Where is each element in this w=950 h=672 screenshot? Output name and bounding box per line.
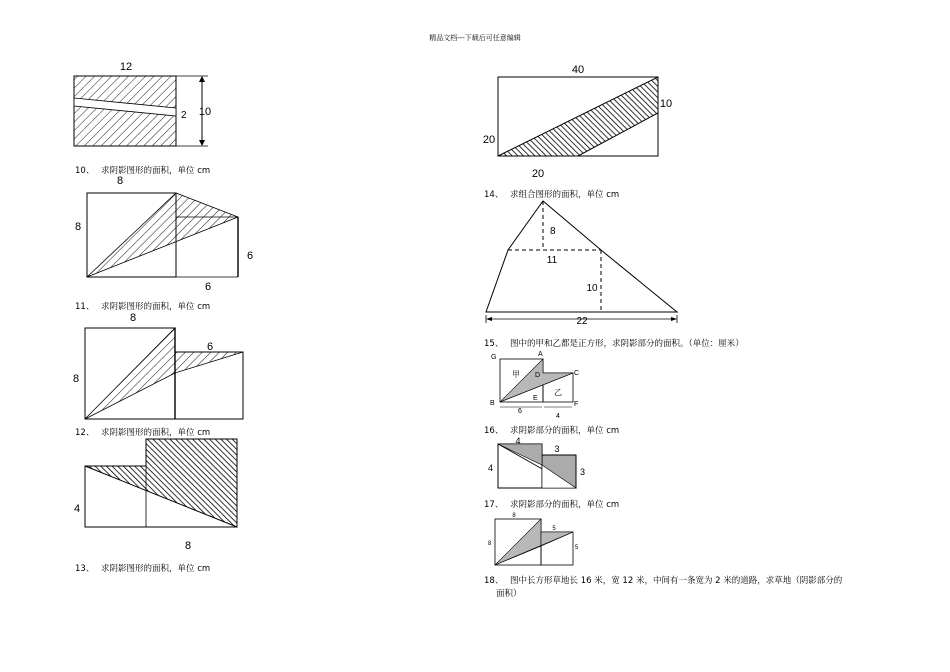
fig11-top-label: 8 bbox=[116, 175, 124, 187]
fig13-left-label: 4 bbox=[73, 503, 81, 515]
fig14b-base-label: 22 bbox=[576, 316, 588, 327]
fig14a-bottom-label: 20 bbox=[531, 168, 545, 180]
fig14a-left-label: 20 bbox=[482, 134, 496, 146]
fig14b-lower-label: 10 bbox=[586, 283, 598, 294]
fig15-label-C: C bbox=[574, 370, 580, 377]
fig15-label-G: G bbox=[491, 354, 497, 361]
fig17-right-label: 5 bbox=[575, 545, 579, 551]
figure-14b bbox=[480, 196, 690, 330]
fig15-label-E: E bbox=[533, 395, 538, 402]
fig15-label-F: F bbox=[574, 401, 579, 408]
figure-12 bbox=[68, 308, 258, 423]
fig11-right-label: 6 bbox=[246, 250, 254, 262]
fig14b-mid-label: 11 bbox=[546, 255, 558, 266]
fig11-left-label: 8 bbox=[74, 221, 82, 233]
fig15-label-A: A bbox=[538, 351, 543, 358]
figure-15 bbox=[486, 347, 586, 421]
fig12-right-label: 6 bbox=[206, 341, 214, 353]
page-header: 精品文档---下载后可任意编辑 bbox=[429, 34, 521, 42]
figure-11 bbox=[70, 172, 270, 297]
fig15-label-B: B bbox=[490, 400, 495, 407]
question-17: 17、 求阴影部分的面积，单位 cm bbox=[484, 500, 620, 510]
fig11-bottom-label: 6 bbox=[204, 281, 212, 293]
fig17-top-label: 8 bbox=[512, 513, 516, 519]
fig17-left-label: 8 bbox=[488, 541, 492, 547]
question-18: 18、 图中长方形草地长 16 米，宽 12 米，中间有一条宽为 2 米的道路，求草地（阴影部分的 bbox=[484, 576, 843, 586]
fig16-mid-label: 3 bbox=[554, 444, 560, 454]
fig17-mid-label: 5 bbox=[552, 526, 556, 532]
question-18-continued: 面积） bbox=[496, 589, 522, 599]
fig15-label-jia: 甲 bbox=[512, 370, 520, 379]
fig12-top-label: 8 bbox=[129, 312, 137, 324]
figure-10 bbox=[70, 58, 220, 158]
question-11: 11、 求阴影图形的面积，单位 cm bbox=[75, 302, 211, 312]
fig10-top-label: 12 bbox=[119, 61, 133, 73]
figure-14a bbox=[478, 60, 688, 182]
fig15-label-four: 4 bbox=[556, 413, 560, 420]
question-14: 14、 求组合图形的面积，单位 cm bbox=[484, 190, 620, 200]
fig12-left-label: 8 bbox=[72, 373, 80, 385]
fig15-label-yi: 乙 bbox=[554, 388, 562, 397]
figure-17 bbox=[484, 508, 584, 570]
question-13: 13、 求阴影图形的面积，单位 cm bbox=[75, 564, 211, 574]
question-10: 10、 求阴影图形的面积，单位 cm bbox=[75, 166, 211, 176]
figure-13 bbox=[70, 436, 250, 554]
question-15: 15、 图中的甲和乙都是正方形，求阴影部分的面积。（单位：厘米） bbox=[484, 339, 744, 349]
fig16-left-label: 4 bbox=[488, 463, 494, 473]
fig15-label-six: 6 bbox=[518, 408, 522, 415]
fig13-bottom-label: 8 bbox=[184, 540, 192, 552]
figure-16 bbox=[484, 435, 594, 493]
fig15-label-D: D bbox=[535, 372, 541, 379]
fig14b-height-label: 8 bbox=[550, 226, 556, 237]
fig16-right-label: 3 bbox=[580, 467, 586, 477]
fig16-top-label: 4 bbox=[515, 436, 521, 446]
question-12: 12、 求阴影图形的面积，单位 cm bbox=[75, 428, 211, 438]
fig10-right-label: 10 bbox=[198, 106, 212, 118]
fig14a-top-label: 40 bbox=[571, 64, 585, 76]
fig10-gap-label: 2 bbox=[181, 110, 187, 121]
question-16: 16、 求阴影部分的面积，单位 cm bbox=[484, 426, 620, 436]
fig14a-right-label: 10 bbox=[659, 98, 673, 110]
